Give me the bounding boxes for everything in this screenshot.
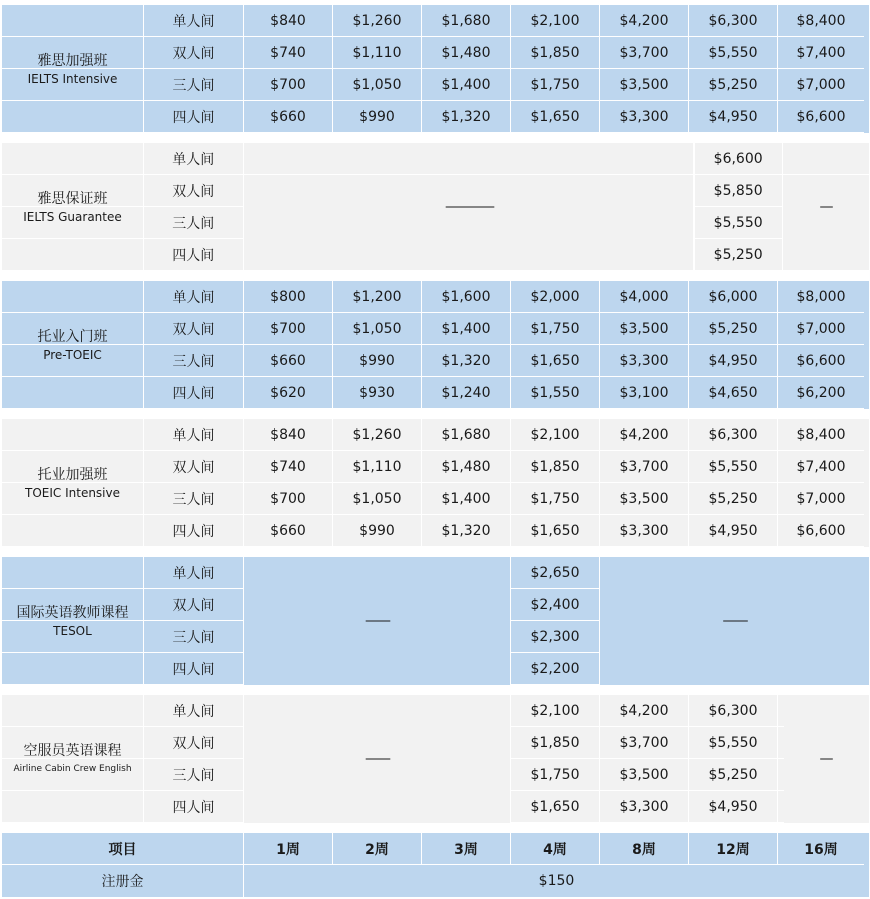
price-cell: $5,550 (689, 451, 778, 483)
room-type-cell: 单人间 (144, 143, 244, 175)
course-name-en: IELTS Guarantee (23, 210, 122, 224)
price-cell: $1,050 (333, 483, 422, 515)
price-cell: $800 (244, 281, 333, 313)
price-cell: $840 (244, 5, 333, 37)
room-type-cell: 三人间 (144, 69, 244, 101)
registration-value: $150 (538, 873, 575, 889)
not-offered-dash (784, 695, 869, 823)
price-cell: $1,400 (422, 313, 511, 345)
course-name-cn: 托业入门班 (37, 329, 108, 345)
price-cell: $6,600 (694, 143, 783, 175)
week-header: 1周 (244, 833, 333, 865)
registration-label: 注册金 (2, 865, 244, 897)
price-cell: $6,300 (689, 695, 778, 727)
course-name-en: IELTS Intensive (27, 72, 118, 86)
price-cell: $3,700 (600, 37, 689, 69)
price-cell: $3,300 (600, 791, 689, 823)
price-cell: $1,850 (511, 37, 600, 69)
table-footer (2, 833, 869, 897)
price-cell: $6,600 (778, 101, 864, 133)
room-type-cell: 三人间 (144, 345, 244, 377)
price-cell: $3,100 (600, 377, 689, 409)
price-cell: $1,600 (422, 281, 511, 313)
price-cell: $990 (333, 345, 422, 377)
price-cell: $1,650 (511, 101, 600, 133)
price-cell: $740 (244, 37, 333, 69)
price-cell: $4,950 (689, 791, 778, 823)
course-name-cn: 雅思保证班 (37, 191, 108, 207)
price-cell: $3,300 (600, 101, 689, 133)
price-cell: $2,200 (511, 653, 600, 685)
course-name-cell (2, 281, 144, 409)
price-cell: $1,200 (333, 281, 422, 313)
price-cell: $3,700 (600, 727, 689, 759)
price-cell: $1,550 (511, 377, 600, 409)
price-cell: $660 (244, 101, 333, 133)
price-cell: $6,000 (689, 281, 778, 313)
registration-row (2, 865, 869, 897)
price-cell: $1,650 (511, 345, 600, 377)
price-cell: $7,000 (778, 483, 864, 515)
price-cell: $3,500 (600, 483, 689, 515)
course-name-cell (2, 557, 144, 685)
price-cell: $2,100 (511, 695, 600, 727)
course-block-tesol (2, 557, 869, 685)
price-cell: $1,750 (511, 759, 600, 791)
price-cell: $1,480 (422, 451, 511, 483)
price-cell: $2,400 (511, 589, 600, 621)
room-type-cell: 单人间 (144, 5, 244, 37)
price-cell: $4,650 (689, 377, 778, 409)
price-cell: $1,320 (422, 101, 511, 133)
room-type-cell: 单人间 (144, 557, 244, 589)
price-cell: $8,000 (778, 281, 864, 313)
price-cell: $5,250 (689, 69, 778, 101)
price-cell: $700 (244, 483, 333, 515)
room-type-cell: 三人间 (144, 207, 244, 239)
price-cell: $6,600 (778, 515, 864, 547)
price-cell: $1,650 (511, 791, 600, 823)
price-cell: $3,700 (600, 451, 689, 483)
price-cell: $660 (244, 515, 333, 547)
course-name-cn: 雅思加强班 (37, 53, 108, 69)
room-type-cell: 三人间 (144, 483, 244, 515)
price-cell: $1,750 (511, 313, 600, 345)
room-type-cell: 四人间 (144, 101, 244, 133)
price-cell: $1,650 (511, 515, 600, 547)
price-cell: $1,260 (333, 419, 422, 451)
dash-text: ———— (445, 199, 493, 215)
week-header: 8周 (600, 833, 689, 865)
room-type-cell: 双人间 (144, 37, 244, 69)
price-cell: $2,100 (511, 419, 600, 451)
course-name-cn: 国际英语教师课程 (16, 605, 129, 621)
price-cell: $1,400 (422, 483, 511, 515)
not-offered-dash (784, 143, 869, 271)
price-cell: $1,240 (422, 377, 511, 409)
course-name-en: Airline Cabin Crew English (13, 764, 132, 774)
not-offered-dash (244, 695, 511, 823)
week-header-row (2, 833, 869, 865)
price-cell: $4,950 (689, 345, 778, 377)
dash-text: — (819, 751, 834, 767)
dash-text: —— (722, 613, 747, 629)
price-cell: $700 (244, 69, 333, 101)
price-cell: $5,550 (689, 37, 778, 69)
price-cell: $2,300 (511, 621, 600, 653)
course-name-cn: 空服员英语课程 (23, 743, 122, 759)
price-table (2, 5, 869, 897)
price-cell: $7,400 (778, 451, 864, 483)
room-type-cell: 单人间 (144, 695, 244, 727)
price-cell: $5,250 (689, 759, 778, 791)
course-name-cell (2, 419, 144, 547)
price-cell: $700 (244, 313, 333, 345)
course-name-en: Pre-TOEIC (43, 348, 102, 362)
price-cell: $2,100 (511, 5, 600, 37)
price-cell: $4,200 (600, 5, 689, 37)
price-cell: $6,200 (778, 377, 864, 409)
week-header: 3周 (422, 833, 511, 865)
price-cell: $1,110 (333, 37, 422, 69)
price-cell: $660 (244, 345, 333, 377)
room-type-cell: 四人间 (144, 239, 244, 271)
price-cell: $5,250 (689, 483, 778, 515)
room-type-cell: 四人间 (144, 791, 244, 823)
price-cell: $4,200 (600, 695, 689, 727)
price-cell: $5,550 (689, 727, 778, 759)
price-cell: $7,400 (778, 37, 864, 69)
not-offered-dash (600, 557, 869, 685)
price-cell: $8,400 (778, 5, 864, 37)
price-cell: $4,200 (600, 419, 689, 451)
price-cell: $1,400 (422, 69, 511, 101)
price-cell: $990 (333, 515, 422, 547)
room-type-cell: 单人间 (144, 419, 244, 451)
room-type-cell: 双人间 (144, 589, 244, 621)
price-cell: $1,850 (511, 727, 600, 759)
room-type-cell: 三人间 (144, 621, 244, 653)
room-type-cell: 双人间 (144, 313, 244, 345)
room-type-cell: 双人间 (144, 451, 244, 483)
price-cell: $1,050 (333, 69, 422, 101)
price-cell: $1,750 (511, 483, 600, 515)
price-cell: $4,950 (689, 515, 778, 547)
dash-text: — (819, 199, 834, 215)
room-type-cell: 单人间 (144, 281, 244, 313)
price-cell: $5,250 (689, 313, 778, 345)
price-cell: $2,650 (511, 557, 600, 589)
price-cell: $7,000 (778, 69, 864, 101)
price-cell: $1,750 (511, 69, 600, 101)
course-block-toeic-intensive (2, 419, 869, 547)
course-name-cell (2, 5, 144, 133)
room-type-cell: 双人间 (144, 175, 244, 207)
price-cell: $2,000 (511, 281, 600, 313)
room-type-cell: 四人间 (144, 653, 244, 685)
price-cell: $7,000 (778, 313, 864, 345)
price-cell: $840 (244, 419, 333, 451)
room-type-cell: 双人间 (144, 727, 244, 759)
room-type-cell: 四人间 (144, 515, 244, 547)
week-header: 16周 (778, 833, 864, 865)
course-block-cabin-crew (2, 695, 869, 823)
week-header: 12周 (689, 833, 778, 865)
dash-text: —— (365, 613, 389, 629)
dash-text: —— (365, 751, 389, 767)
price-cell: $1,850 (511, 451, 600, 483)
item-header: 项目 (2, 833, 244, 865)
course-block-ielts-intensive (2, 5, 869, 133)
price-cell: $1,480 (422, 37, 511, 69)
price-cell: $3,500 (600, 313, 689, 345)
price-cell: $1,260 (333, 5, 422, 37)
price-cell: $1,110 (333, 451, 422, 483)
price-cell: $3,500 (600, 759, 689, 791)
week-header: 4周 (511, 833, 600, 865)
price-cell: $3,300 (600, 515, 689, 547)
price-cell: $5,550 (694, 207, 783, 239)
price-cell: $3,500 (600, 69, 689, 101)
price-cell: $1,680 (422, 5, 511, 37)
price-cell: $6,600 (778, 345, 864, 377)
course-name-cell (2, 143, 144, 271)
price-cell: $1,320 (422, 345, 511, 377)
price-cell: $8,400 (778, 419, 864, 451)
room-type-cell: 四人间 (144, 377, 244, 409)
price-cell: $1,050 (333, 313, 422, 345)
week-header: 2周 (333, 833, 422, 865)
course-name-en: TESOL (53, 624, 92, 638)
course-name-en: TOEIC Intensive (25, 486, 120, 500)
not-offered-dash (244, 143, 695, 271)
price-cell: $6,300 (689, 5, 778, 37)
price-cell: $930 (333, 377, 422, 409)
course-name-cell (2, 695, 144, 823)
price-cell: $1,680 (422, 419, 511, 451)
course-name-cn: 托业加强班 (37, 467, 108, 483)
price-cell: $5,850 (694, 175, 783, 207)
course-block-pre-toeic (2, 281, 869, 409)
price-cell: $5,250 (694, 239, 783, 271)
price-cell: $3,300 (600, 345, 689, 377)
price-cell: $740 (244, 451, 333, 483)
price-cell: $4,950 (689, 101, 778, 133)
room-type-cell: 三人间 (144, 759, 244, 791)
price-cell: $4,000 (600, 281, 689, 313)
price-cell: $6,300 (689, 419, 778, 451)
not-offered-dash (244, 557, 511, 685)
price-cell: $620 (244, 377, 333, 409)
price-cell: $1,320 (422, 515, 511, 547)
price-cell: $990 (333, 101, 422, 133)
course-block-ielts-guarantee (2, 143, 869, 271)
